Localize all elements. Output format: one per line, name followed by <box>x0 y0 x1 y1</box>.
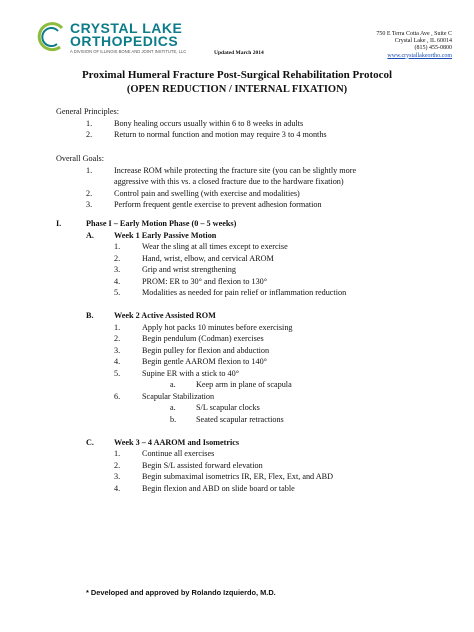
address-city: Crystal Lake , IL 60014 <box>394 38 452 45</box>
list-number: 2. <box>114 253 121 263</box>
list-item: Control pain and swelling (with exercise and modalities) <box>114 188 300 198</box>
week-title: Week 3 – 4 AAROM and Isometrics <box>114 437 240 447</box>
list-number: 4. <box>114 483 121 493</box>
list-number: 2. <box>86 188 93 198</box>
week-title: Week 1 Early Passive Motion <box>114 230 217 240</box>
sub-list-letter: b. <box>170 414 177 424</box>
logo-line-1: CRYSTAL LAKE <box>70 20 183 36</box>
week-letter: C. <box>86 437 94 447</box>
list-number: 2. <box>114 334 121 343</box>
list-number: 3. <box>86 200 93 209</box>
logo-wordmark <box>70 22 182 48</box>
list-number: 5. <box>114 288 121 297</box>
list-number: 2. <box>86 130 93 139</box>
website-link[interactable]: www.crystallakeortho.com <box>387 52 452 59</box>
list-number: 1. <box>114 322 121 332</box>
clinic-logo <box>36 22 276 52</box>
list-item: Begin flexion and ABD on slide board or table <box>142 483 295 493</box>
list-item-continued: aggressive with this vs. a closed fracture due to the hardware fixation) <box>114 177 344 186</box>
list-item: Modalities as needed for pain relief or inflammation reduction <box>142 288 347 297</box>
list-item: PROM: ER to 30° and flexion to 130° <box>142 276 268 286</box>
list-number: 6. <box>114 391 121 401</box>
logo-line-2: ORTHOPEDICS <box>70 33 179 49</box>
week-letter: A. <box>86 230 94 240</box>
list-number: 3. <box>114 472 121 481</box>
list-number: 4. <box>114 357 121 366</box>
address-phone: (815) 455-0800 <box>414 45 452 52</box>
list-item: Begin gentle AAROM flexion to 140° <box>142 357 267 366</box>
sub-list-letter: a. <box>170 403 176 412</box>
list-item: Supine ER with a stick to 40° <box>142 368 239 378</box>
clinic-address <box>376 31 452 60</box>
list-item: Begin pulley for flexion and abduction <box>142 345 270 355</box>
list-item: Grip and wrist strengthening <box>142 265 236 274</box>
document-title: Proximal Humeral Fracture Post-Surgical Rehabilitation Protocol <box>81 69 393 81</box>
list-number: 3. <box>114 345 121 355</box>
list-number: 1. <box>86 165 93 175</box>
footer-credit: * Developed and approved by Rolando Izquierdo, M.D. <box>86 588 276 597</box>
updated-date: Updated March 2014 <box>214 50 264 56</box>
list-number: 1. <box>86 118 93 128</box>
week-letter: B. <box>86 311 94 320</box>
section-heading: Overall Goals: <box>56 154 104 163</box>
sub-list-item: S/L scapular clocks <box>196 403 260 412</box>
list-number: 5. <box>114 368 121 378</box>
sub-list-item: Seated scapular retractions <box>196 414 284 424</box>
phase-title: Phase I – Early Motion Phase (0 – 5 weeks) <box>86 219 237 228</box>
list-item: Begin submaximal isometrics IR, ER, Flex, Ext, and ABD <box>142 472 334 481</box>
list-item: Begin pendulum (Codman) exercises <box>142 334 264 343</box>
list-item: Perform frequent gentle exercise to prevent adhesion formation <box>114 200 322 209</box>
list-number: 1. <box>114 242 121 251</box>
list-number: 2. <box>114 460 121 470</box>
sub-list-letter: a. <box>170 380 176 389</box>
week-title: Week 2 Active Assisted ROM <box>114 311 216 320</box>
list-item: Wear the sling at all times except to exercise <box>142 242 288 251</box>
list-number: 4. <box>114 276 121 286</box>
address-street: 750 E Terra Cotta Ave , Suite C <box>376 31 452 37</box>
list-item: Continue all exercises <box>142 449 215 458</box>
document-subtitle: (OPEN REDUCTION / INTERNAL FIXATION) <box>126 84 348 95</box>
logo-tagline: A DIVISION OF ILLINOIS BONE AND JOINT INSTITUTE, LLC <box>70 49 187 54</box>
sub-list-item: Keep arm in plane of scapula <box>196 380 292 389</box>
list-item: Hand, wrist, elbow, and cervical AROM <box>142 253 274 263</box>
list-item: Apply hot packs 10 minutes before exercising <box>142 322 293 332</box>
list-number: 1. <box>114 449 121 458</box>
section-heading: General Principles: <box>56 107 119 116</box>
list-item: Bony healing occurs usually within 6 to 8 weeks in adults <box>114 118 304 128</box>
list-item: Increase ROM while protecting the fracture site (you can be slightly more <box>114 165 357 175</box>
list-item: Begin S/L assisted forward elevation <box>142 460 263 470</box>
phase-number: I. <box>56 219 62 228</box>
list-item: Scapular Stabilization <box>142 391 215 401</box>
list-item: Return to normal function and motion may require 3 to 4 months <box>114 130 327 139</box>
logo-swoosh-icon <box>36 22 66 52</box>
list-number: 3. <box>114 265 121 274</box>
